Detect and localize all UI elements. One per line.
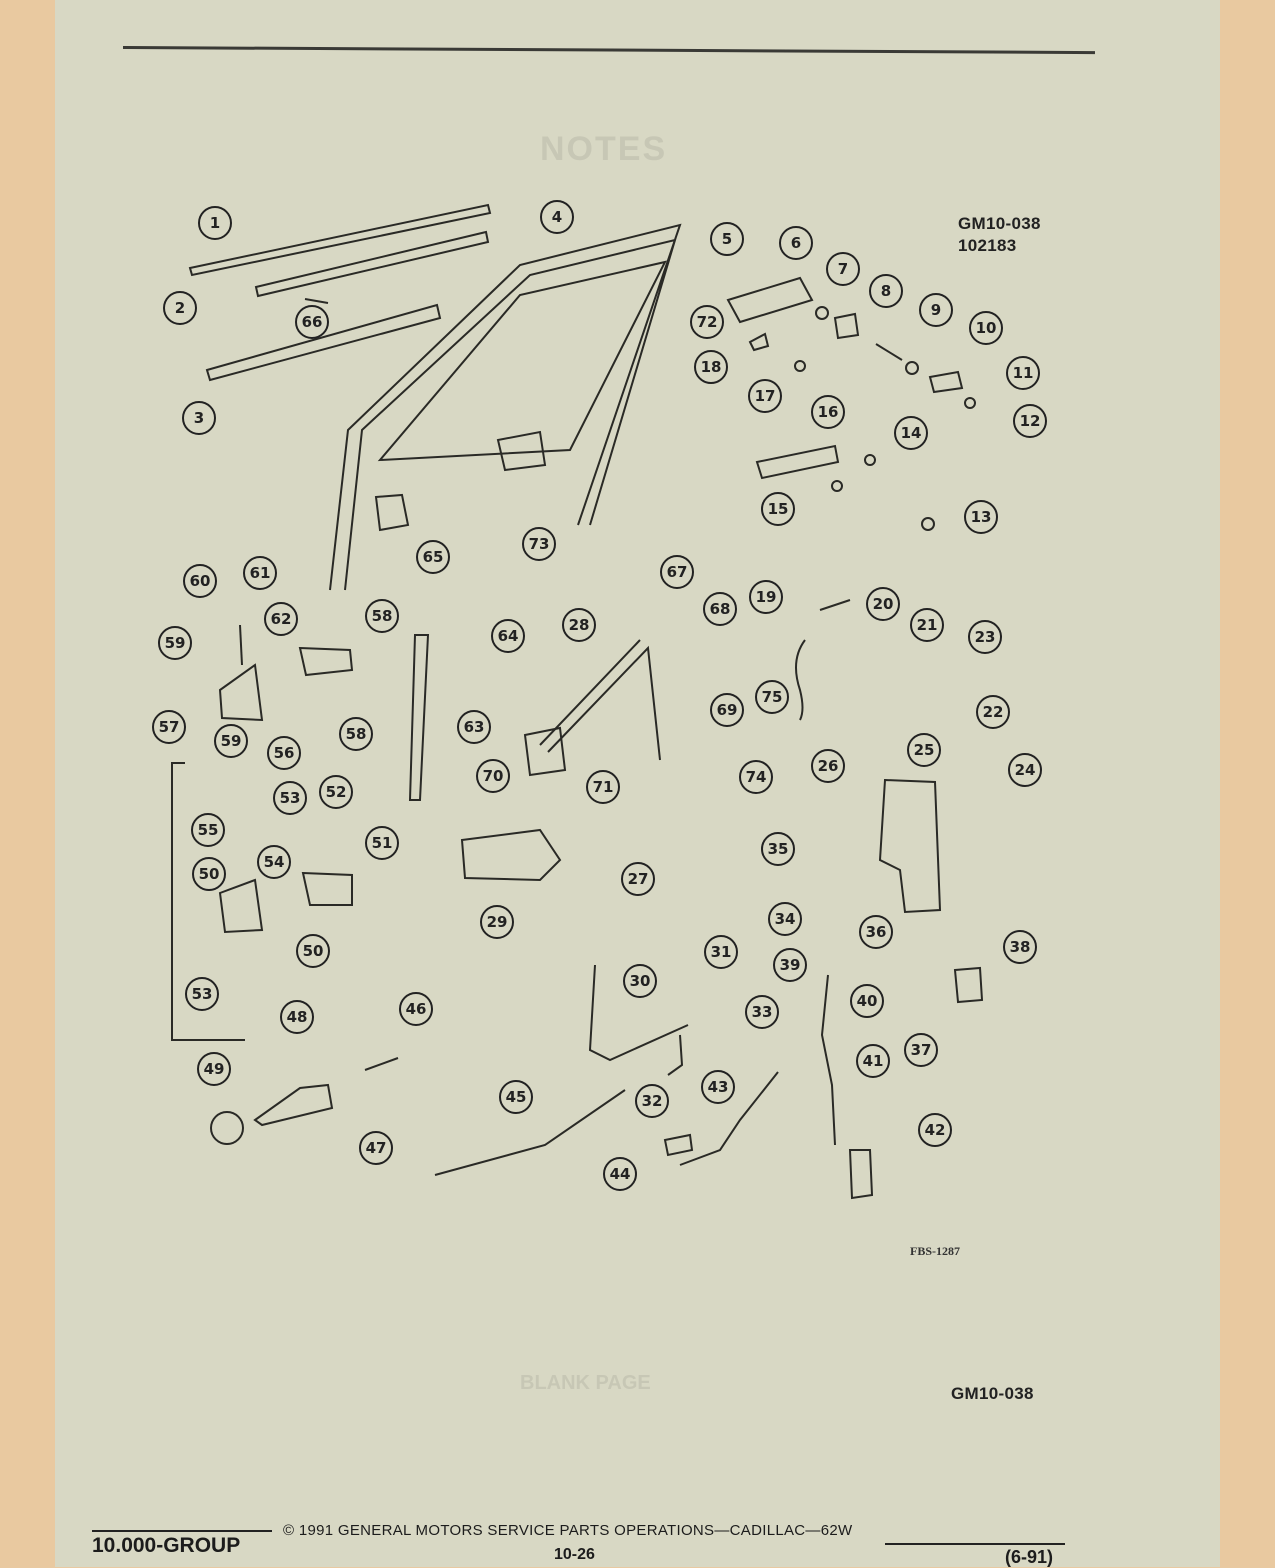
- part-15-screw: [832, 481, 842, 491]
- part-49-bumper: [211, 1112, 243, 1144]
- callout-label-75: 75: [761, 688, 783, 706]
- part-6-handle: [728, 278, 812, 322]
- part-7-washer: [816, 307, 828, 319]
- callout-label-32: 32: [641, 1092, 663, 1110]
- reference-number: 102183: [958, 236, 1017, 255]
- callout-label-53: 53: [191, 985, 213, 1003]
- callout-label-4: 4: [551, 208, 563, 226]
- part-1-molding: [190, 205, 490, 275]
- part-65-bracket: [376, 495, 408, 530]
- callout-label-45: 45: [505, 1088, 527, 1106]
- callout-label-61: 61: [249, 564, 271, 582]
- callout-label-11: 11: [1012, 364, 1034, 382]
- callout-label-68: 68: [709, 600, 731, 618]
- ghost-notes-heading: NOTES: [540, 130, 668, 168]
- callout-label-73: 73: [528, 535, 550, 553]
- part-62-hinge-half: [300, 648, 352, 675]
- part-16-inside-handle: [757, 446, 838, 478]
- part-60-hinge: [220, 665, 262, 720]
- callout-label-31: 31: [710, 943, 732, 961]
- callout-label-59: 59: [164, 634, 186, 652]
- callout-label-53: 53: [279, 789, 301, 807]
- callout-label-72: 72: [696, 313, 718, 331]
- part-66-screw: [305, 299, 328, 303]
- callout-label-12: 12: [1019, 412, 1041, 430]
- part-38-bracket: [955, 968, 982, 1002]
- footer-revision-date: (6-91): [1005, 1547, 1054, 1567]
- callout-label-74: 74: [745, 768, 767, 786]
- part-9-spring: [876, 344, 902, 360]
- callout-label-60: 60: [189, 572, 211, 590]
- callout-label-48: 48: [286, 1008, 308, 1026]
- footer-rule-left: [92, 1530, 272, 1532]
- callout-label-7: 7: [837, 260, 849, 278]
- callout-label-5: 5: [721, 230, 733, 248]
- footer-copyright: © 1991 GENERAL MOTORS SERVICE PARTS OPERATIONS—CADILLAC—62W: [283, 1522, 853, 1539]
- callout-label-25: 25: [913, 741, 935, 759]
- callout-label-30: 30: [629, 972, 651, 990]
- ghost-blank-page-text: BLANK PAGE: [520, 1372, 651, 1394]
- part-32-rod: [668, 1035, 682, 1075]
- callout-label-67: 67: [666, 563, 688, 581]
- callout-label-18: 18: [700, 358, 722, 376]
- callout-label-23: 23: [974, 628, 996, 646]
- callout-label-1: 1: [209, 214, 221, 232]
- part-48-check-link: [255, 1085, 332, 1125]
- callout-label-27: 27: [627, 870, 649, 888]
- part-drawings: [172, 205, 982, 1198]
- part-12-screw: [965, 398, 975, 408]
- callout-label-51: 51: [371, 834, 393, 852]
- part-42-actuator: [850, 1150, 872, 1198]
- callout-label-9: 9: [930, 301, 942, 319]
- callout-label-3: 3: [193, 409, 205, 427]
- callout-label-24: 24: [1014, 761, 1036, 779]
- callout-label-57: 57: [158, 718, 180, 736]
- part-4-frame: [330, 225, 680, 590]
- footer-rule-right: [885, 1543, 1065, 1545]
- callout-label-70: 70: [482, 767, 504, 785]
- callout-label-2: 2: [174, 299, 186, 317]
- callout-label-15: 15: [767, 500, 789, 518]
- callout-label-19: 19: [755, 588, 777, 606]
- callout-label-8: 8: [880, 282, 892, 300]
- callout-label-59: 59: [220, 732, 242, 750]
- part-28-regulator-arm: [540, 640, 660, 760]
- part-40-rod: [822, 975, 835, 1145]
- callout-label-34: 34: [774, 910, 796, 928]
- footer-page-number: 10-26: [554, 1546, 595, 1563]
- callout-label-44: 44: [609, 1165, 631, 1183]
- part-70-regulator-base: [525, 728, 565, 775]
- callout-label-54: 54: [263, 853, 285, 871]
- part-10-retainer: [906, 362, 918, 374]
- part-54-hinge: [220, 880, 262, 932]
- callout-label-22: 22: [982, 703, 1004, 721]
- callout-label-38: 38: [1009, 938, 1031, 956]
- part-17-screw: [795, 361, 805, 371]
- part-13-nut: [922, 518, 934, 530]
- callout-label-56: 56: [273, 744, 295, 762]
- footer-reference-code: GM10-038: [951, 1384, 1034, 1403]
- callout-label-33: 33: [751, 1003, 773, 1021]
- callout-label-41: 41: [862, 1052, 884, 1070]
- part-63-run-channel: [410, 635, 428, 800]
- part-29-motor: [462, 830, 560, 880]
- callout-label-50: 50: [198, 865, 220, 883]
- part-44-clip: [665, 1135, 692, 1155]
- callout-label-62: 62: [270, 610, 292, 628]
- callout-label-14: 14: [900, 424, 922, 442]
- callout-label-39: 39: [779, 956, 801, 974]
- callout-label-29: 29: [486, 913, 508, 931]
- part-18-clip: [750, 334, 768, 350]
- part-5-glass: [380, 262, 665, 460]
- callout-label-47: 47: [365, 1139, 387, 1157]
- callout-label-10: 10: [975, 319, 997, 337]
- callout-label-71: 71: [592, 778, 614, 796]
- callout-label-42: 42: [924, 1121, 946, 1139]
- callout-label-17: 17: [754, 387, 776, 405]
- callout-label-46: 46: [405, 1000, 427, 1018]
- part-8-cylinder: [835, 314, 858, 338]
- part-14-clip: [865, 455, 875, 465]
- callout-label-13: 13: [970, 508, 992, 526]
- callout-label-35: 35: [767, 840, 789, 858]
- part-25-latch: [880, 780, 940, 912]
- reference-code: GM10-038: [958, 214, 1041, 233]
- callout-label-37: 37: [910, 1041, 932, 1059]
- callout-group: [153, 201, 1046, 1190]
- callout-label-58: 58: [371, 607, 393, 625]
- part-11-plate: [930, 372, 962, 392]
- footer-group-label: 10.000-GROUP: [92, 1534, 241, 1557]
- callout-label-26: 26: [817, 757, 839, 775]
- callout-label-65: 65: [422, 548, 444, 566]
- callout-label-63: 63: [463, 718, 485, 736]
- callout-label-36: 36: [865, 923, 887, 941]
- callout-label-28: 28: [568, 616, 590, 634]
- callout-label-6: 6: [790, 234, 802, 252]
- part-46-bolt: [365, 1058, 398, 1070]
- callout-label-40: 40: [856, 992, 878, 1010]
- callout-label-69: 69: [716, 701, 738, 719]
- callout-label-64: 64: [497, 627, 519, 645]
- part-2-weatherstrip: [256, 232, 488, 296]
- part-51-hinge-half: [303, 873, 352, 905]
- callout-label-52: 52: [325, 783, 347, 801]
- callout-label-66: 66: [301, 313, 323, 331]
- callout-label-21: 21: [916, 616, 938, 634]
- callout-label-49: 49: [203, 1060, 225, 1078]
- callout-label-58: 58: [345, 725, 367, 743]
- callout-label-20: 20: [872, 595, 894, 613]
- callout-label-16: 16: [817, 403, 839, 421]
- callout-label-55: 55: [197, 821, 219, 839]
- drawing-number: FBS-1287: [910, 1244, 961, 1258]
- callout-label-50: 50: [302, 942, 324, 960]
- part-61-pin: [240, 625, 242, 665]
- callout-label-43: 43: [707, 1078, 729, 1096]
- part-19-harness: [796, 600, 850, 720]
